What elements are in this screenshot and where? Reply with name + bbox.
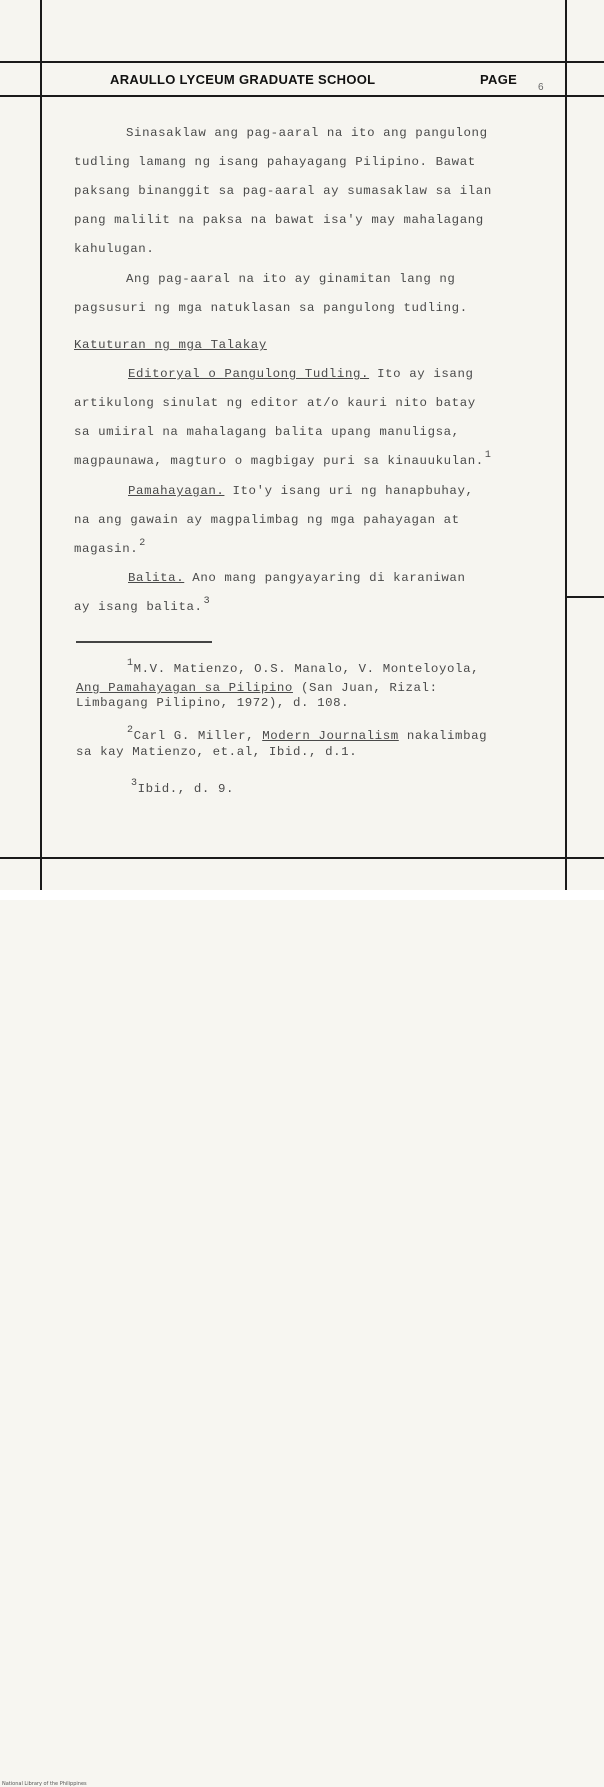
definition-line — [128, 367, 474, 381]
footnote-line — [130, 778, 235, 796]
footnote-ref: 3 — [203, 596, 211, 607]
definition-line — [74, 450, 492, 468]
footnote-separator — [76, 641, 212, 643]
definition-text: Ito'y isang uri ng hanapbuhay, — [224, 484, 474, 498]
definition-line: artikulong sinulat ng editor at/o kauri nito batay — [74, 396, 476, 410]
definition-line: na ang gawain ay magpalimbag ng mga pahayagan at — [74, 513, 460, 527]
footnote-title: Ang Pamahayagan sa Pilipino — [76, 681, 293, 695]
definition-text: ay isang balita. — [74, 600, 203, 614]
section-heading: Katuturan ng mga Talakay — [74, 338, 267, 352]
footnote-number: 2 — [127, 725, 134, 736]
definition-term: Editoryal o Pangulong Tudling. — [128, 367, 370, 381]
body-line: Sinasaklaw ang pag-aaral na ito ang pangulong — [126, 126, 488, 140]
header-rule — [0, 95, 604, 97]
definition-line — [128, 571, 466, 585]
footnote-ref: 1 — [484, 450, 492, 461]
scan-footer — [0, 890, 604, 1787]
footnote-number: 3 — [131, 778, 138, 789]
page-header — [110, 72, 560, 93]
footnote-text: (San Juan, Rizal: — [292, 681, 438, 695]
right-margin-line — [565, 0, 567, 890]
page-number: 6 — [538, 82, 544, 93]
footnote-ref: 2 — [139, 538, 146, 549]
body-line: pang malilit na paksa na bawat isa'y may mahalagang — [74, 213, 484, 227]
definition-term: Pamahayagan. — [128, 484, 225, 498]
definition-text: magasin. — [74, 542, 139, 556]
definition-text: Ano mang pangyayaring di karaniwan — [184, 571, 466, 585]
footnote-line — [126, 658, 480, 676]
footnote-text: Carl G. Miller, — [133, 729, 263, 743]
footnote-line: sa kay Matienzo, et.al, Ibid., d.1. — [76, 745, 358, 759]
footnote-title: Modern Journalism — [262, 729, 399, 743]
body-line: paksang binanggit sa pag-aaral ay sumasaklaw sa ilan — [74, 184, 492, 198]
left-margin-line — [40, 0, 42, 890]
definition-line — [128, 484, 474, 498]
definition-line: sa umiiral na mahalagang balita upang manuligsa, — [74, 425, 460, 439]
definition-line — [74, 538, 146, 556]
footnote-line — [76, 681, 438, 695]
footer-caption: National Library of the Philippines — [2, 1781, 87, 1787]
definition-text: magpaunawa, magturo o magbigay puri sa kinauukulan. — [74, 454, 484, 468]
body-line: tudling lamang ng isang pahayagang Pilipino. Bawat — [74, 155, 476, 169]
definition-line — [74, 596, 211, 614]
footnote-line: Limbagang Pilipino, 1972), d. 108. — [76, 696, 350, 710]
footnote-line — [126, 725, 488, 743]
margin-rule — [566, 596, 604, 598]
body-line: Ang pag-aaral na ito ay ginamitan lang ng — [126, 272, 456, 286]
footnote-text: M.V. Matienzo, O.S. Manalo, V. Monteloyola, — [133, 662, 480, 676]
footnote-text: Ibid., d. 9. — [137, 782, 235, 796]
page-label: PAGE — [480, 72, 518, 87]
bottom-rule — [0, 857, 604, 859]
definition-term: Balita. — [128, 571, 185, 585]
body-line: pagsusuri ng mga natuklasan sa pangulong tudling. — [74, 301, 468, 315]
footnote-number: 1 — [127, 658, 134, 669]
top-rule — [0, 61, 604, 63]
body-line: kahulugan. — [74, 242, 155, 256]
school-name: ARAULLO LYCEUM GRADUATE SCHOOL — [110, 72, 376, 87]
definition-text: Ito ay isang — [369, 367, 474, 381]
footnote-text: nakalimbag — [398, 729, 488, 743]
